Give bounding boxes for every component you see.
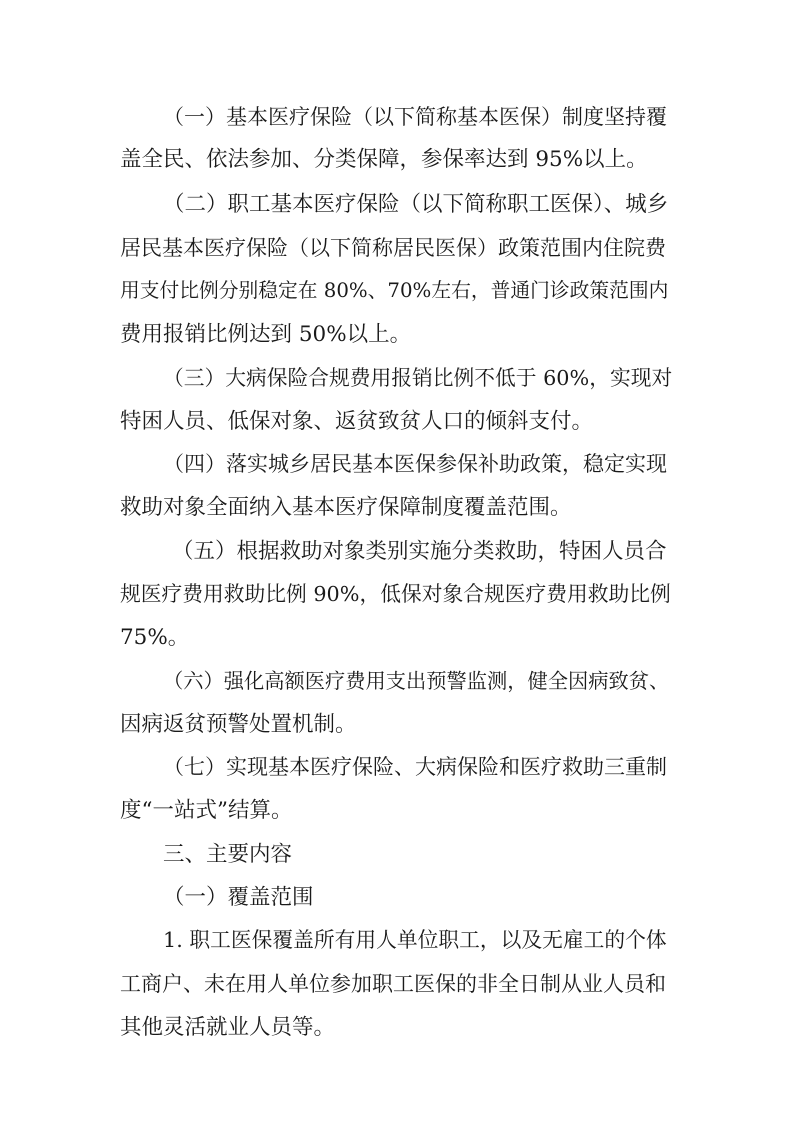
text-line: 特困人员、低保对象、返贫致贫人口的倾斜支付。 (120, 409, 594, 434)
text-line: （七）实现基本医疗保险、大病保险和医疗救助三重制 (163, 755, 667, 779)
text-line: 其他灵活就业人员等。 (120, 1015, 336, 1040)
subsection-heading: （一）覆盖范围 (163, 885, 314, 910)
text-line: 因病返贫预警处置机制。 (120, 712, 357, 737)
text-line: 救助对象全面纳入基本医疗保障制度覆盖范围。 (120, 495, 572, 520)
text-line: 75%。 (120, 625, 190, 650)
text-line: （六）强化高额医疗费用支出预警监测，健全因病致贫、 (163, 669, 670, 693)
text-line: （二）职工基本医疗保险（以下简称职工医保）、城乡 (163, 192, 669, 217)
text-line: 用支付比例分别稳定在 80%、70%左右，普通门诊政策范围内 (120, 279, 669, 302)
text-line: 度“一站式”结算。 (120, 798, 293, 823)
text-line: 居民基本医疗保险（以下简称居民医保）政策范围内住院费 (120, 236, 666, 260)
text-line: 规医疗费用救助比例 90%，低保对象合规医疗费用救助比例 (120, 582, 671, 606)
text-line: 工商户、未在用人单位参加职工医保的非全日制从业人员和 (120, 972, 666, 996)
text-line: （五）根据救助对象类别实施分类救助，特困人员合 (172, 539, 667, 564)
text-line: 盖全民、依法参加、分类保障，参保率达到 95%以上。 (120, 147, 648, 172)
text-line: 费用报销比例达到 50%以上。 (120, 322, 412, 347)
text-line: （四）落实城乡居民基本医保参保补助政策，稳定实现 (163, 452, 667, 476)
section-heading: 三、主要内容 (163, 842, 293, 867)
text-line: 1. 职工医保覆盖所有用人单位职工，以及无雇工的个体 (163, 928, 667, 952)
text-line: （一）基本医疗保险（以下简称基本医保）制度坚持覆 (163, 105, 667, 129)
text-line: （三）大病保险合规费用报销比例不低于 60%，实现对 (163, 366, 673, 390)
